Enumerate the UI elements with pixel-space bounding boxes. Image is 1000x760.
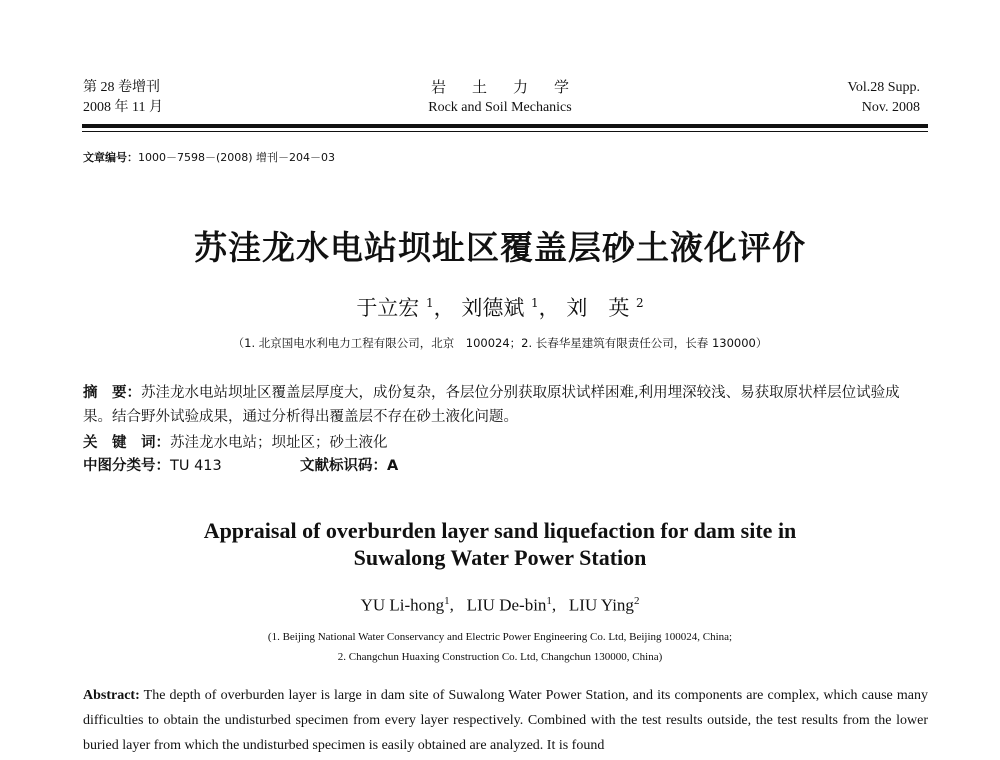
affiliation-cn: （1. 北京国电水利电力工程有限公司，北京 100024；2. 长春华星建筑有限责任公司，长春 130000） [232,336,768,350]
title-en [0,517,1000,571]
author-cn-1: 于立宏 [356,296,420,320]
affiliation-en-line-1: (1. Beijing National Water Conservancy and Electric Power Engineering Co. Ltd, Beijing 100024, China; [267,631,733,643]
header-right [848,78,920,118]
author-cn-1-affil: 1 [426,296,434,310]
date-cn: 2008 年 11 月 [83,100,163,115]
keywords-cn-label: 关 键 词： [83,435,170,451]
clc-label: 中图分类号： [83,458,170,474]
abstract-cn [83,381,928,429]
title-en-line-1: Appraisal of overburden layer sand liquefaction for dam site in [203,518,797,543]
author-cn-2-affil: 1 [531,296,539,310]
author-en-1-affil: 1 [444,595,450,607]
author-cn-3: 刘 英 [566,296,630,320]
author-cn-3-affil: 2 [636,296,644,310]
abstract-en-text: The depth of overburden layer is large in dam site of Suwalong Water Power Station, and its components are complex, which cause many difficulties to obtain the undisturbed specimen from every layer respectively. Combined with the test results outside, the test results from the lower buried layer from which the undisturbed specimen is easily obtained are analyzed. It is found [83,688,928,753]
author-en-1: YU Li-hong [360,595,445,615]
keywords-cn-text: 苏洼龙水电站；坝址区；砂土液化 [170,435,388,451]
header-rule-thick [82,124,928,128]
authors-en: YU Li-hong$^1$, LIU De-bin$^1$, LIU Ying$^2$ [360,595,640,615]
abstract-en-label: Abstract: [83,688,140,703]
date-en: Nov. 2008 [861,100,920,115]
affiliation-en-line-2: 2. Changchun Huaxing Construction Co. Ltd, Changchun 130000, China) [337,651,663,663]
clc-number [83,454,222,475]
author-en-2-affil: 1 [546,595,552,607]
volume-cn: 第 28 卷增刊 [83,80,160,95]
journal-name-en: Rock and Soil Mechanics [428,100,572,115]
abstract-cn-text: 苏洼龙水电站坝址区覆盖层厚度大，成份复杂，各层位分别获取原状试样困难,利用埋深较浅、易获取原状样层位试验成果。结合野外试验成果，通过分析得出覆盖层不存在砂土液化问题。 [83,385,900,425]
document-code-label: 文献标识码： [300,458,387,474]
document-code [300,454,398,475]
header-rule-thin [82,131,928,132]
author-en-3-affil: 2 [633,595,640,607]
article-number-value: 1000－7598－(2008) 增刊－204－03 [138,151,336,164]
affiliation-en [0,627,1000,667]
document-code-value: A [387,458,399,474]
author-cn-2: 刘德斌 [461,296,525,320]
author-en-2: LIU De-bin [466,595,547,615]
clc-value: TU 413 [170,458,222,474]
authors-cn: 于立宏 $^1$， 刘德斌 $^1$， 刘 英 $^2$ [356,296,644,320]
journal-name-cn: 岩土力学 [430,80,595,96]
abstract-cn-label: 摘 要： [83,385,141,401]
article-number-label: 文章编号： [83,151,138,164]
title-en-line-2: Suwalong Water Power Station [353,545,647,570]
author-en-3: LIU Ying [568,595,634,615]
article-number [83,149,335,165]
abstract-en [83,683,928,758]
title-cn: 苏洼龙水电站坝址区覆盖层砂土液化评价 [194,228,806,267]
volume-en: Vol.28 Supp. [847,80,920,95]
keywords-cn [83,431,388,452]
